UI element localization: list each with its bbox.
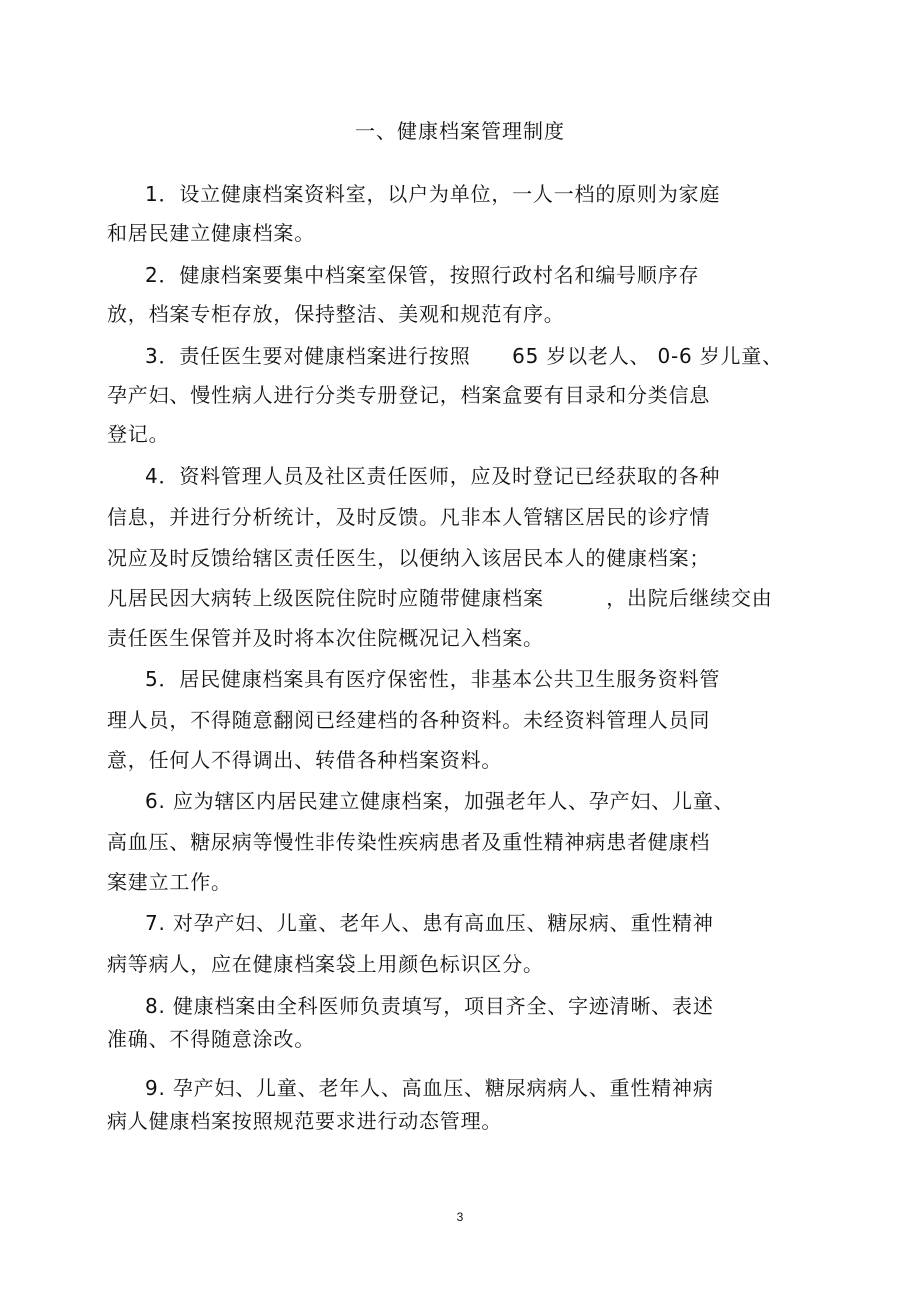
paragraph-line: 凡居民因大病转上级医院住院时应随带健康档案 ，出院后继续交由: [107, 586, 773, 610]
paragraph-line: 6. 应为辖区内居民建立健康档案，加强老年人、孕产妇、儿童、: [145, 789, 735, 813]
paragraph-line: 7. 对孕产妇、儿童、老年人、患有高血压、糖尿病、重性精神: [145, 911, 714, 935]
paragraph-line: 况应及时反馈给辖区责任医生，以便纳入该居民本人的健康档案；: [107, 546, 711, 570]
paragraph-line: 意，任何人不得调出、转借各种档案资料。: [107, 748, 503, 772]
paragraph-line: 理人员，不得随意翻阅已经建档的各种资料。未经资料管理人员同: [107, 708, 711, 732]
paragraph-line: 准确、不得随意涂改。: [107, 1027, 315, 1051]
paragraph-line: 和居民建立健康档案。: [107, 221, 315, 245]
paragraph-line: 5．居民健康档案具有医疗保密性，非基本公共卫生服务资料管: [145, 667, 721, 691]
paragraph-line: 放，档案专柜存放，保持整洁、美观和规范有序。: [107, 302, 565, 326]
paragraph-line: 孕产妇、慢性病人进行分类专册登记，档案盒要有目录和分类信息: [107, 383, 711, 407]
paragraph-line: 2．健康档案要集中档案室保管，按照行政村名和编号顺序存: [145, 263, 700, 287]
page-title: 一、健康档案管理制度: [355, 119, 565, 143]
paragraph-line: 4．资料管理人员及社区责任医师，应及时登记已经获取的各种: [145, 464, 721, 488]
paragraph-line: 3．责任医生要对健康档案进行按照 65 岁以老人、 0-6 岁儿童、: [145, 344, 783, 368]
paragraph-line: 9. 孕产妇、儿童、老年人、高血压、糖尿病病人、重性精神病: [145, 1076, 714, 1100]
paragraph-line: 病人健康档案按照规范要求进行动态管理。: [107, 1109, 503, 1133]
paragraph-line: 登记。: [107, 422, 170, 446]
paragraph-line: 高血压、糖尿病等慢性非传染性疾病患者及重性精神病患者健康档: [107, 830, 711, 854]
paragraph-line: 信息，并进行分析统计，及时反馈。凡非本人管辖区居民的诊疗情: [107, 505, 711, 529]
paragraph-line: 1．设立健康档案资料室，以户为单位，一人一档的原则为家庭: [145, 182, 721, 206]
paragraph-line: 责任医生保管并及时将本次住院概况记入档案。: [107, 626, 544, 650]
paragraph-line: 8. 健康档案由全科医师负责填写，项目齐全、字迹清晰、表述: [145, 994, 714, 1018]
page-number: 3: [456, 1210, 464, 1224]
paragraph-line: 病等病人，应在健康档案袋上用颜色标识区分。: [107, 952, 544, 976]
paragraph-line: 案建立工作。: [107, 870, 232, 894]
